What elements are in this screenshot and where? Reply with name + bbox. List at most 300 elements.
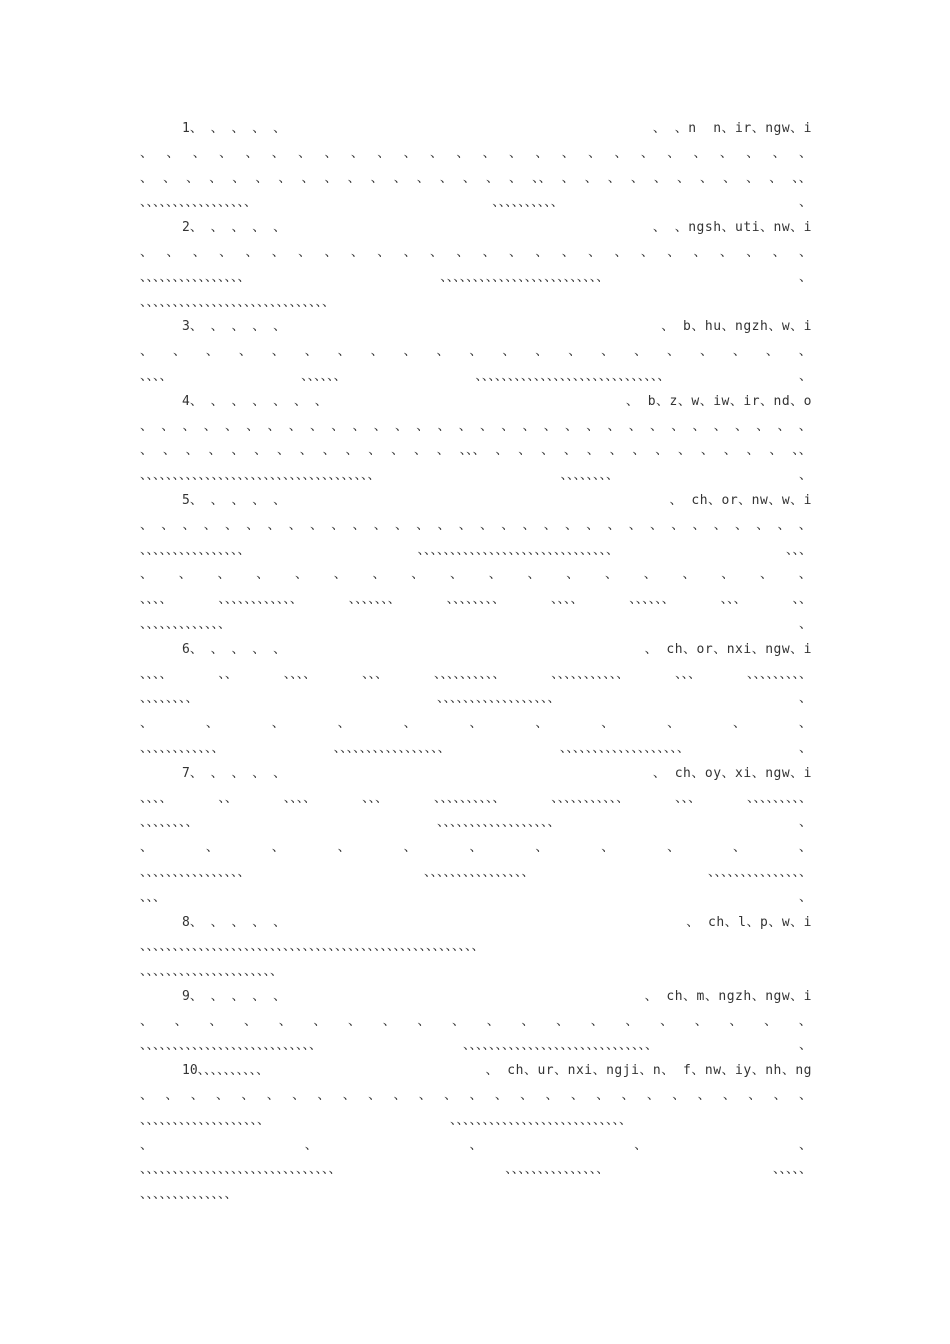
glyph: 、	[798, 517, 812, 533]
glyph: 、	[676, 170, 690, 186]
entry-heading	[140, 117, 812, 142]
glyph: 、	[140, 716, 154, 732]
glyph: 、	[276, 443, 290, 459]
glyph: 、	[694, 1013, 708, 1029]
glyph: 、	[140, 244, 154, 260]
text-line	[140, 539, 812, 564]
glyph: 、	[458, 418, 472, 434]
glyph: 、	[628, 517, 642, 533]
text-segment: 、、、、、、、、	[140, 691, 199, 707]
glyph: 、	[746, 443, 760, 459]
glyph: 、	[798, 145, 812, 161]
entry-pinyin: 、 、ngsh、uti、nw、i	[652, 220, 812, 236]
glyph: 、	[568, 344, 582, 360]
glyph: 、	[630, 170, 644, 186]
text-segment: 、、、、、、、、	[140, 815, 199, 831]
glyph: 、	[495, 443, 509, 459]
entry-number: 1、 、 、 、 、	[182, 121, 287, 136]
glyph: 、	[469, 716, 483, 732]
glyph: 、	[456, 145, 470, 161]
glyph: 、	[798, 418, 812, 434]
glyph: 、	[735, 418, 749, 434]
glyph: 、	[178, 567, 192, 583]
glyph: 、	[798, 1137, 812, 1153]
glyph: 、	[288, 418, 302, 434]
glyph: 、	[798, 1013, 812, 1029]
entry-pinyin: 、 ch、or、nw、w、i	[669, 492, 812, 508]
glyph: 、	[205, 716, 219, 732]
glyph: 、	[621, 1088, 635, 1104]
text-segment: 、、、、	[283, 790, 317, 806]
glyph: 、	[161, 517, 175, 533]
glyph: 、	[292, 1088, 306, 1104]
glyph: 、	[520, 1088, 534, 1104]
glyph: 、	[722, 1088, 736, 1104]
glyph: 、	[163, 170, 177, 186]
glyph: 、	[165, 1088, 179, 1104]
text-segment: 、、、、、、、、、、	[433, 666, 506, 682]
glyph: 、	[700, 170, 714, 186]
glyph: 、	[182, 418, 196, 434]
text-segment: 、、、、、、、、、、、、、、、、、、、、、、、、、、、、、、、、、、、、	[140, 468, 381, 484]
text-line	[140, 687, 812, 712]
glyph: 、	[643, 567, 657, 583]
glyph: 、	[416, 418, 430, 434]
text-segment: 、、、、、、、、、、、、	[140, 740, 225, 756]
entry-number: 2、 、 、 、 、	[182, 220, 287, 236]
text-line	[140, 167, 812, 192]
glyph: 、	[219, 145, 233, 161]
glyph: 、	[403, 716, 417, 732]
glyph: 、	[350, 145, 364, 161]
glyph: 、	[278, 170, 292, 186]
glyph: 、	[469, 1137, 483, 1153]
glyph: 、	[313, 1013, 327, 1029]
text-segment: 、、、、、、、	[348, 592, 401, 608]
glyph: 、	[436, 344, 450, 360]
glyph: 、	[601, 344, 615, 360]
glyph: 、	[310, 517, 324, 533]
glyph: 、	[372, 567, 386, 583]
glyph: 、	[756, 517, 770, 533]
glyph: 、	[140, 1088, 154, 1104]
glyph: 、	[561, 170, 575, 186]
glyph: 、	[322, 443, 336, 459]
text-line	[140, 415, 812, 440]
glyph: 、	[301, 170, 315, 186]
glyph: 、	[331, 418, 345, 434]
glyph: 、	[469, 840, 483, 856]
glyph: 、	[337, 716, 351, 732]
glyph: 、、	[532, 170, 552, 186]
text-line	[140, 1158, 812, 1183]
glyph: 、	[486, 1013, 500, 1029]
glyph: 、	[216, 1088, 230, 1104]
glyph: 、	[368, 443, 382, 459]
glyph: 、	[650, 418, 664, 434]
glyph: 、	[370, 344, 384, 360]
entry-number: 6、 、 、 、 、	[182, 641, 287, 657]
glyph: 、	[769, 443, 783, 459]
glyph: 、	[798, 344, 812, 360]
glyph: 、	[746, 244, 760, 260]
text-segment: 、、、、、、、、、、、、、、	[140, 1187, 238, 1203]
glyph: 、	[798, 840, 812, 856]
glyph: 、	[667, 840, 681, 856]
entry-heading	[140, 390, 812, 415]
glyph: 、	[588, 244, 602, 260]
text-segment: 、	[798, 368, 812, 384]
glyph: 、	[245, 244, 259, 260]
glyph: 、	[416, 517, 430, 533]
entry-pinyin: 、 ch、oy、xi、ngw、i	[652, 765, 812, 781]
glyph: 、	[172, 344, 186, 360]
glyph: 、	[678, 443, 692, 459]
glyph: 、	[509, 145, 523, 161]
glyph: 、	[342, 1088, 356, 1104]
glyph: 、	[209, 1013, 223, 1029]
text-segment: 、、、、、、、、、、、、、、、、、、	[437, 815, 561, 831]
glyph: 、	[527, 567, 541, 583]
glyph: 、	[192, 244, 206, 260]
text-segment: 、、、、	[283, 666, 317, 682]
glyph: 、	[333, 567, 347, 583]
text-segment: 、、、、、、、、、、、、、、、、、、	[437, 691, 561, 707]
glyph: 、	[565, 418, 579, 434]
text-line	[140, 861, 812, 886]
text-segment: 、、、、、、、、、、、、、	[140, 616, 232, 632]
glyph: 、	[393, 1088, 407, 1104]
glyph: 、	[609, 443, 623, 459]
glyph: 、	[596, 1088, 610, 1104]
text-line	[140, 787, 812, 812]
glyph: 、	[395, 418, 409, 434]
text-segment: 、	[798, 740, 812, 756]
glyph: 、	[719, 145, 733, 161]
glyph: 、	[377, 244, 391, 260]
glyph: 、	[501, 517, 515, 533]
glyph: 、	[760, 567, 774, 583]
glyph: 、	[667, 145, 681, 161]
text-segment: 、、、、、、、、、、	[492, 195, 564, 211]
glyph: 、	[653, 170, 667, 186]
text-segment: 、、、、、、、、、、、	[551, 790, 630, 806]
glyph: 、	[288, 517, 302, 533]
entry-pinyin: 、 b、z、w、iw、ir、nd、o	[625, 393, 812, 409]
glyph: 、	[646, 1088, 660, 1104]
glyph: 、	[735, 517, 749, 533]
glyph: 、	[502, 344, 516, 360]
entry-number: 5、 、 、 、 、	[182, 492, 287, 508]
glyph: 、	[625, 1013, 639, 1029]
glyph: 、	[469, 1088, 483, 1104]
text-segment: 、、、	[786, 542, 812, 558]
glyph: 、	[244, 1013, 258, 1029]
entry-pinyin: 、 ch、m、ngzh、ngw、i	[644, 988, 812, 1004]
glyph: 、	[541, 443, 555, 459]
glyph: 、	[733, 840, 747, 856]
glyph: 、	[391, 443, 405, 459]
glyph: 、	[458, 517, 472, 533]
glyph: 、	[348, 1013, 362, 1029]
glyph: 、	[219, 244, 233, 260]
glyph: 、	[614, 145, 628, 161]
text-segment: 、	[799, 691, 812, 707]
entry-heading	[140, 911, 812, 936]
glyph: 、	[565, 517, 579, 533]
glyph: 、	[501, 418, 515, 434]
glyph: 、	[429, 145, 443, 161]
glyph: 、	[693, 145, 707, 161]
glyph: 、	[246, 517, 260, 533]
glyph: 、	[140, 344, 154, 360]
glyph: 、	[628, 418, 642, 434]
glyph: 、	[660, 1013, 674, 1029]
glyph: 、	[255, 170, 269, 186]
glyph: 、	[403, 344, 417, 360]
glyph: 、	[765, 344, 779, 360]
text-segment: 、、、	[675, 666, 702, 682]
glyph: 、	[535, 716, 549, 732]
text-segment: 、、、	[362, 666, 389, 682]
glyph: 、	[607, 418, 621, 434]
entry-heading	[140, 216, 812, 241]
glyph: 、	[671, 418, 685, 434]
text-line	[140, 712, 812, 737]
glyph: 、	[522, 517, 536, 533]
text-line	[140, 1134, 812, 1159]
glyph: 、	[382, 1013, 396, 1029]
glyph: 、	[352, 418, 366, 434]
text-segment: 、、、、、、、、、、、、、、、、、、、、、、、、、、、、、、、、、、、、、、、、、、、、、、、、、、、、	[140, 939, 485, 955]
text-line	[140, 960, 812, 985]
text-line	[140, 737, 812, 762]
entry-heading	[140, 985, 812, 1010]
glyph: 、	[245, 145, 259, 161]
glyph: 、	[299, 443, 313, 459]
glyph: 、	[480, 517, 494, 533]
glyph: 、	[140, 1137, 154, 1153]
glyph: 、	[756, 418, 770, 434]
glyph: 、	[324, 170, 338, 186]
glyph: 、	[509, 244, 523, 260]
text-line	[140, 191, 812, 216]
glyph: 、	[700, 443, 714, 459]
glyph: 、	[267, 418, 281, 434]
glyph: 、	[271, 716, 285, 732]
glyph: 、	[570, 1088, 584, 1104]
glyph: 、	[588, 145, 602, 161]
text-segment: 、、、、、、、、、、、、、、、、、	[333, 740, 451, 756]
glyph: 、	[140, 567, 154, 583]
glyph: 、	[324, 244, 338, 260]
glyph: 、	[140, 1013, 154, 1029]
glyph: 、	[225, 517, 239, 533]
text-line	[140, 1010, 812, 1035]
entry-heading	[140, 315, 812, 340]
glyph: 、	[209, 170, 223, 186]
glyph: 、	[267, 517, 281, 533]
glyph: 、	[140, 418, 154, 434]
text-segment: 、、、	[362, 790, 389, 806]
text-line	[140, 340, 812, 365]
glyph: 、	[586, 517, 600, 533]
glyph: 、	[535, 344, 549, 360]
text-line	[140, 291, 812, 316]
text-segment: 、、、、、、、、、、、、、、、、	[140, 542, 251, 558]
entry-pinyin: 、 b、hu、ngzh、w、i	[661, 319, 812, 335]
glyph: 、	[439, 170, 453, 186]
text-line	[140, 1084, 812, 1109]
glyph: 、	[174, 1013, 188, 1029]
text-segment: 、	[798, 889, 812, 905]
glyph: 、	[561, 145, 575, 161]
glyph: 、	[140, 443, 154, 459]
glyph: 、	[632, 443, 646, 459]
text-segment: 、、、、、、、、、、、、、、、、、、、、、、、、、	[440, 269, 610, 285]
glyph: 、	[254, 443, 268, 459]
text-line	[140, 1183, 812, 1208]
entry-number: 7、 、 、 、 、	[182, 765, 287, 781]
text-segment: 、、、、、、、、、、、、、、、、	[140, 864, 251, 880]
glyph: 、	[166, 244, 180, 260]
glyph: 、	[298, 145, 312, 161]
glyph: 、	[535, 840, 549, 856]
glyph: 、	[671, 517, 685, 533]
glyph: 、	[208, 443, 222, 459]
glyph: 、	[161, 418, 175, 434]
text-segment: 、、	[218, 790, 238, 806]
text-segment: 、、	[792, 592, 812, 608]
glyph: 、	[607, 517, 621, 533]
glyph: 、	[452, 1013, 466, 1029]
glyph: 、	[140, 145, 154, 161]
glyph: 、	[411, 567, 425, 583]
glyph: 、	[482, 244, 496, 260]
glyph: 、	[203, 418, 217, 434]
glyph: 、	[140, 170, 154, 186]
text-segment: 、	[799, 468, 812, 484]
glyph: 、	[772, 145, 786, 161]
text-segment: 、	[799, 269, 812, 285]
text-segment: 、、、、、、、、、、、	[551, 666, 630, 682]
entry-heading	[140, 638, 812, 663]
glyph: 、	[566, 567, 580, 583]
entry-number: 9、 、 、 、 、	[182, 988, 287, 1004]
glyph: 、	[271, 344, 285, 360]
text-line	[140, 1034, 812, 1059]
glyph: 、	[601, 840, 615, 856]
text-segment: 、	[798, 616, 812, 632]
glyph: 、	[192, 145, 206, 161]
glyph: 、	[429, 244, 443, 260]
entry-heading	[140, 762, 812, 787]
glyph: 、	[614, 244, 628, 260]
text-segment: 、、、、	[140, 790, 173, 806]
glyph: 、	[634, 1137, 648, 1153]
text-segment: 、、、、、、、、、、、、、、、	[505, 1162, 610, 1178]
text-line	[140, 439, 812, 464]
glyph: 、	[521, 1013, 535, 1029]
glyph: 、	[713, 517, 727, 533]
glyph: 、	[719, 244, 733, 260]
glyph: 、	[182, 517, 196, 533]
glyph: 、	[667, 716, 681, 732]
text-line	[140, 613, 812, 638]
glyph: 、	[586, 443, 600, 459]
glyph: 、	[773, 1088, 787, 1104]
glyph: 、	[298, 244, 312, 260]
glyph: 、	[231, 443, 245, 459]
glyph: 、	[545, 1088, 559, 1104]
glyph: 、、	[792, 443, 812, 459]
glyph: 、	[331, 517, 345, 533]
text-line	[140, 514, 812, 539]
entry-number: 8、 、 、 、 、	[182, 914, 287, 930]
glyph: 、	[650, 517, 664, 533]
text-segment: 、、、、	[140, 666, 173, 682]
glyph: 、、、	[459, 443, 486, 459]
glyph: 、	[777, 517, 791, 533]
glyph: 、	[271, 840, 285, 856]
glyph: 、	[667, 344, 681, 360]
glyph: 、	[480, 418, 494, 434]
glyph: 、	[368, 1088, 382, 1104]
text-segment: 、、、、	[550, 592, 584, 608]
glyph: 、	[556, 1013, 570, 1029]
glyph: 、	[522, 418, 536, 434]
glyph: 、	[746, 170, 760, 186]
glyph: 、	[345, 443, 359, 459]
entry-number: 3、 、 、 、 、	[182, 319, 287, 335]
glyph: 、	[203, 517, 217, 533]
entry-pinyin: 、 ch、l、p、w、i	[686, 914, 812, 930]
glyph: 、	[437, 418, 451, 434]
glyph: 、	[417, 1013, 431, 1029]
glyph: 、	[413, 443, 427, 459]
glyph: 、	[450, 567, 464, 583]
text-segment: 、、、、、	[773, 1162, 812, 1178]
glyph: 、	[416, 170, 430, 186]
glyph: 、	[140, 517, 154, 533]
glyph: 、	[162, 443, 176, 459]
glyph: 、	[543, 418, 557, 434]
glyph: 、	[271, 244, 285, 260]
glyph: 、	[682, 567, 696, 583]
glyph: 、	[225, 418, 239, 434]
glyph: 、	[324, 145, 338, 161]
text-segment: 、	[799, 195, 812, 211]
text-segment: 、、、、、、、、、、、、	[218, 592, 303, 608]
text-line	[140, 886, 812, 911]
glyph: 、	[337, 344, 351, 360]
glyph: 、	[798, 716, 812, 732]
glyph: 、	[733, 716, 747, 732]
text-segment: 、、、、、、、、、、、、、、、、、、、、、、、、、、、、、、	[417, 542, 620, 558]
glyph: 、	[748, 1088, 762, 1104]
glyph: 、	[482, 145, 496, 161]
text-segment: 、、、、	[140, 592, 173, 608]
glyph: 、	[444, 1088, 458, 1104]
text-line	[140, 1109, 812, 1134]
glyph: 、	[436, 443, 450, 459]
glyph: 、	[266, 1088, 280, 1104]
text-segment: 、、、、、、、、、、、、、、、、	[140, 269, 251, 285]
glyph: 、	[352, 517, 366, 533]
text-line	[140, 663, 812, 688]
glyph: 、	[584, 170, 598, 186]
text-line	[140, 588, 812, 613]
